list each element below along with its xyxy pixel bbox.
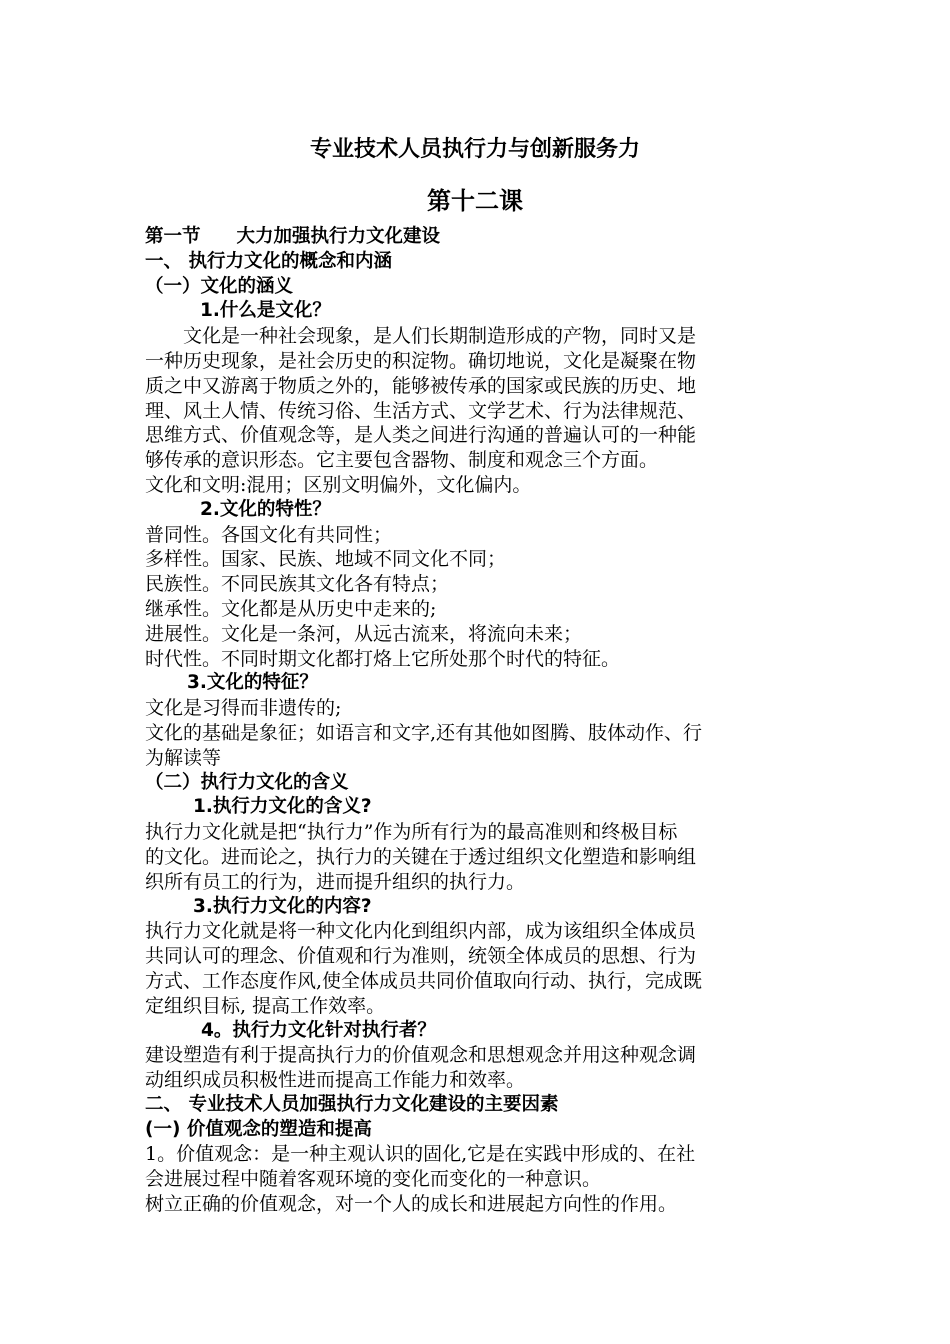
paragraph-line: 共同认可的理念、价值观和行为准则，统领全体成员的思想、行为 [145,945,697,968]
question-heading: 1.执行力文化的含义? [193,796,372,818]
heading-level-2: （二）执行力文化的含义 [145,771,349,793]
document-title: 专业技术人员执行力与创新服务力 [309,137,640,162]
heading-level-2: (一) 价值观念的塑造和提高 [145,1118,372,1140]
paragraph-line: 够传承的意识形态。它主要包含器物、制度和观念三个方面。 [145,449,659,472]
question-heading: 2.文化的特性？ [200,498,331,520]
list-item: 进展性。文化是一条河，从远古流来，将流向未来； [145,622,583,645]
paragraph-line: 执行力文化就是把“执行力”作为所有行为的最高准则和终极目标 [145,821,678,844]
list-item: 文化是习得而非遗传的; [145,697,342,720]
paragraph-line: 理、风土人情、传统习俗、生活方式、文学艺术、行为法律规范、 [145,399,697,422]
paragraph-line: 思维方式、价值观念等，是人类之间进行沟通的普遍认可的一种能 [145,424,697,447]
list-item: 民族性。不同民族其文化各有特点； [145,573,450,596]
paragraph-line: 执行力文化就是将一种文化内化到组织内部，成为该组织全体成员 [145,920,697,943]
heading-level-1: 一、 执行力文化的概念和内涵 [145,250,392,272]
paragraph-line: 文化是一种社会现象，是人们长期制造形成的产物，同时又是 [145,325,697,348]
question-heading: 3.文化的特征？ [187,672,318,694]
paragraph-line: 建设塑造有利于提高执行力的价值观念和思想观念并用这种观念调 [145,1044,697,1067]
paragraph-line: 织所有员工的行为，进而提升组织的执行力。 [145,870,526,893]
document-body [145,225,810,1217]
list-item: 普同性。各国文化有共同性； [145,523,393,546]
list-item: 多样性。国家、民族、地域不同文化不同； [145,548,507,571]
paragraph-line: 会进展过程中随着客观环境的变化而变化的一种意识。 [145,1168,602,1191]
lesson-title: 第十二课 [427,187,523,215]
paragraph-line: 的文化。进而论之，执行力的关键在于透过组织文化塑造和影响组 [145,845,697,868]
section-heading [145,225,810,250]
paragraph-line: 文化和文明:混用；区别文明偏外，文化偏内。 [145,473,532,496]
paragraph-line: 动组织成员积极性进而提高工作能力和效率。 [145,1069,526,1092]
section-label: 第一节 [145,226,201,247]
paragraph-line: 方式、工作态度作风,使全体成员共同价值取向行动、执行，完成既 [145,969,703,992]
paragraph-line: 树立正确的价值观念，对一个人的成长和进展起方向性的作用。 [145,1193,678,1216]
paragraph-line: 质之中又游离于物质之外的，能够被传承的国家或民族的历史、地 [145,374,697,397]
list-item: 时代性。不同时期文化都打烙上它所处那个时代的特征。 [145,647,621,670]
paragraph-line: 为解读等 [145,746,222,769]
paragraph-line: 定组织目标, 提高工作效率。 [145,994,386,1017]
question-heading: 1.什么是文化？ [200,300,331,322]
section-name: 大力加强执行力文化建设 [236,226,441,247]
question-heading: 3.执行力文化的内容? [193,895,372,917]
question-heading: 4。执行力文化针对执行者？ [201,1019,436,1041]
paragraph-line: 一种历史现象，是社会历史的积淀物。确切地说，文化是凝聚在物 [145,349,697,372]
heading-level-2: （一）文化的涵义 [145,275,294,297]
paragraph-line: 1。价值观念：是一种主观认识的固化,它是在实践中形成的、在社 [145,1143,696,1166]
heading-level-1: 二、 专业技术人员加强执行力文化建设的主要因素 [145,1093,559,1115]
paragraph-line: 文化的基础是象征；如语言和文字,还有其他如图腾、肢体动作、行 [145,721,703,744]
list-item: 继承性。文化都是从历史中走来的; [145,597,437,620]
